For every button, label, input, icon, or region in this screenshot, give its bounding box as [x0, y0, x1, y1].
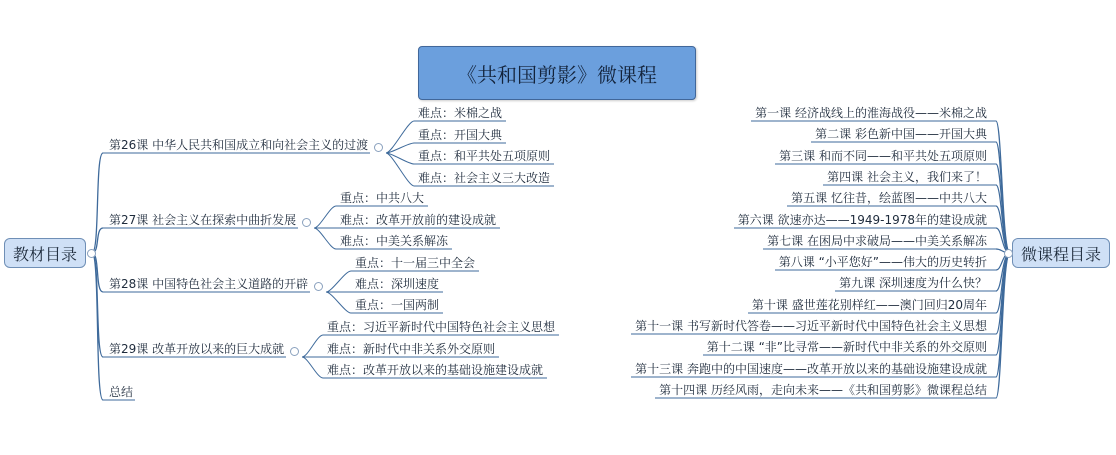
micro-course-item-7[interactable]: 第七课 在困局中求破局——中美关系解冻	[767, 234, 987, 248]
micro-course-item-6[interactable]: 第六课 欲速亦达——1949-1978年的建设成就	[737, 213, 987, 227]
micro-course-item-10[interactable]: 第十课 盛世莲花别样红——澳门回归20周年	[751, 298, 987, 312]
left-leaf-2-2[interactable]: 难点：改革开放前的建设成就	[340, 213, 497, 227]
left-branch-1[interactable]: 第26课 中华人民共和国成立和向社会主义的过渡	[109, 138, 369, 152]
left-leaf-1-3[interactable]: 重点：和平共处五项原则	[418, 149, 551, 163]
left-leaf-2-1[interactable]: 重点：中共八大	[340, 191, 425, 205]
left-branch-4[interactable]: 第29课 改革开放以来的巨大成就	[109, 342, 285, 356]
left-leaf-4-2[interactable]: 难点：新时代中非关系外交原则	[327, 342, 496, 356]
right-root-collapse-toggle[interactable]	[1004, 249, 1013, 258]
page-title[interactable]: 《共和国剪影》微课程	[418, 46, 696, 100]
left-branch-1-toggle[interactable]	[374, 143, 383, 152]
micro-course-item-1[interactable]: 第一课 经济战线上的淮海战役——米棉之战	[755, 106, 987, 120]
left-root-node[interactable]: 教材目录	[4, 238, 86, 268]
left-branch-2-toggle[interactable]	[302, 218, 311, 227]
left-leaf-3-1[interactable]: 重点：十一届三中全会	[355, 256, 476, 270]
micro-course-item-4[interactable]: 第四课 社会主义，我们来了！	[827, 170, 987, 184]
micro-course-item-2[interactable]: 第二课 彩色新中国——开国大典	[815, 127, 987, 141]
left-leaf-1-4[interactable]: 难点：社会主义三大改造	[418, 171, 551, 185]
left-leaf-1-1[interactable]: 难点：米棉之战	[418, 106, 503, 120]
micro-course-item-8[interactable]: 第八课 “小平您好”——伟大的历史转折	[778, 255, 987, 269]
micro-course-item-14[interactable]: 第十四课 历经风雨，走向未来——《共和国剪影》微课程总结	[659, 383, 987, 397]
left-leaf-3-2[interactable]: 难点：深圳速度	[355, 277, 440, 291]
left-branch-2[interactable]: 第27课 社会主义在探索中曲折发展	[109, 213, 297, 227]
left-leaf-1-2[interactable]: 重点：开国大典	[418, 128, 503, 142]
left-branch-3-toggle[interactable]	[314, 282, 323, 291]
left-leaf-4-3[interactable]: 难点：改革开放以来的基础设施建设成就	[327, 363, 544, 377]
micro-course-item-11[interactable]: 第十一课 书写新时代答卷——习近平新时代中国特色社会主义思想	[635, 319, 987, 333]
micro-course-item-9[interactable]: 第九课 深圳速度为什么快？	[839, 276, 987, 290]
micro-course-item-13[interactable]: 第十三课 奔跑中的中国速度——改革开放以来的基础设施建设成就	[635, 362, 987, 376]
left-leaf-2-3[interactable]: 难点：中美关系解冻	[340, 234, 449, 248]
left-branch-3[interactable]: 第28课 中国特色社会主义道路的开辟	[109, 277, 309, 291]
right-root-node[interactable]: 微课程目录	[1012, 238, 1110, 268]
left-root-collapse-toggle[interactable]	[87, 249, 96, 258]
micro-course-item-3[interactable]: 第三课 和而不同——和平共处五项原则	[779, 149, 987, 163]
left-leaf-4-1[interactable]: 重点：习近平新时代中国特色社会主义思想	[327, 320, 556, 334]
left-branch-5[interactable]: 总结	[109, 385, 134, 399]
micro-course-item-12[interactable]: 第十二课 “非”比寻常——新时代中非关系的外交原则	[706, 340, 987, 354]
left-leaf-3-3[interactable]: 重点：一国两制	[355, 298, 440, 312]
micro-course-item-5[interactable]: 第五课 忆往昔，绘蓝图——中共八大	[791, 191, 987, 205]
left-branch-4-toggle[interactable]	[290, 347, 299, 356]
